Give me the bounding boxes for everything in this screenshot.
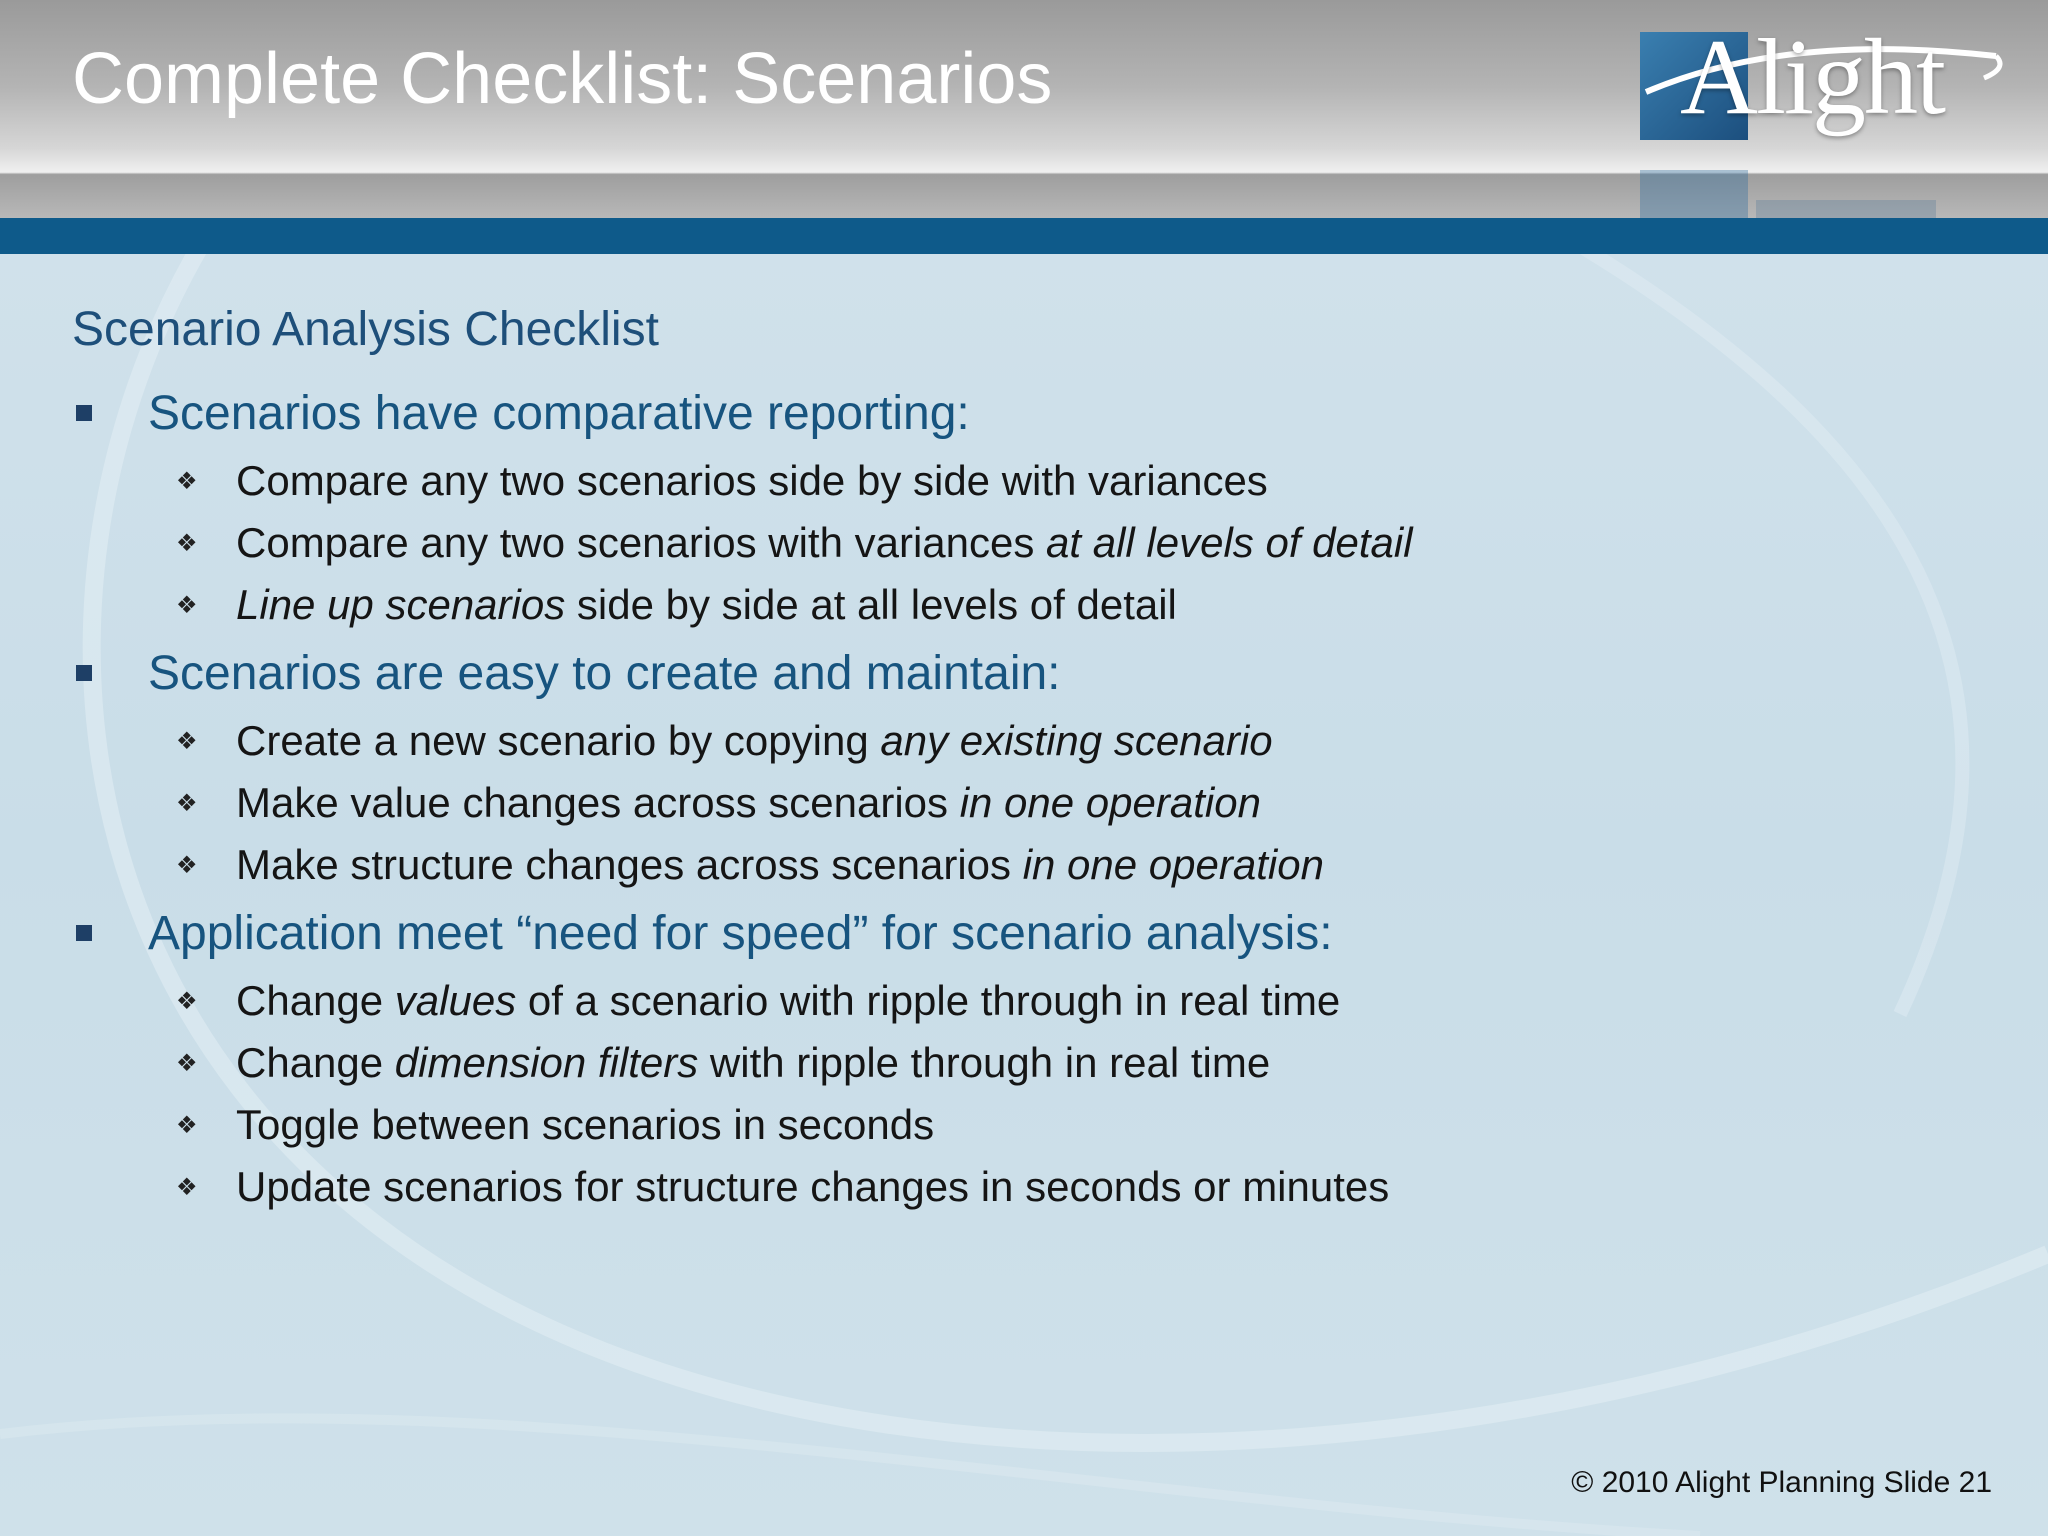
- section-create-maintain: [72, 636, 1972, 896]
- item-text: Make value changes across scenarios in one operation: [236, 779, 1261, 826]
- item-text: Update scenarios for structure changes in seconds or minutes: [236, 1163, 1390, 1210]
- list-item: [72, 1032, 1972, 1094]
- list-item: [72, 834, 1972, 896]
- item-text: Change values of a scenario with ripple through in real time: [236, 977, 1341, 1024]
- logo-wordmark: Alight: [1680, 18, 1945, 137]
- square-bullet-icon: [76, 665, 92, 681]
- diamond-bullet-icon: ❖: [176, 1111, 198, 1139]
- list-item: [72, 1156, 1972, 1218]
- list-item: [72, 970, 1972, 1032]
- list-item: [72, 450, 1972, 512]
- item-text: Compare any two scenarios with variances at all levels of detail: [236, 519, 1413, 566]
- slide-footer: © 2010 Alight Planning Slide 21: [1571, 1466, 1992, 1499]
- diamond-bullet-icon: ❖: [176, 1049, 198, 1077]
- list-item: [72, 574, 1972, 636]
- item-text: Toggle between scenarios in seconds: [236, 1101, 935, 1148]
- item-text: Line up scenarios side by side at all levels of detail: [236, 581, 1177, 628]
- diamond-bullet-icon: ❖: [176, 851, 198, 879]
- section-heading: [72, 376, 1972, 450]
- section-comparative-reporting: [72, 376, 1972, 636]
- diamond-bullet-icon: ❖: [176, 1173, 198, 1201]
- slide-content: [72, 296, 1972, 1218]
- square-bullet-icon: [76, 925, 92, 941]
- list-item: [72, 1094, 1972, 1156]
- section-heading-text: Scenarios have comparative reporting:: [148, 386, 970, 440]
- diamond-bullet-icon: ❖: [176, 789, 198, 817]
- diamond-bullet-icon: ❖: [176, 591, 198, 619]
- diamond-bullet-icon: ❖: [176, 987, 198, 1015]
- item-text: Create a new scenario by copying any existing scenario: [236, 717, 1273, 764]
- item-text: Change dimension filters with ripple through in real time: [236, 1039, 1271, 1086]
- diamond-bullet-icon: ❖: [176, 727, 198, 755]
- section-heading-text: Scenarios are easy to create and maintain:: [148, 646, 1061, 700]
- square-bullet-icon: [76, 405, 92, 421]
- alight-logo: [1636, 18, 2016, 212]
- section-heading: [72, 896, 1972, 970]
- slide-header: [0, 0, 2048, 218]
- item-text: Make structure changes across scenarios in one operation: [236, 841, 1324, 888]
- list-item: [72, 512, 1972, 574]
- section-heading: [72, 636, 1972, 710]
- slide-title: Complete Checklist: Scenarios: [72, 39, 1053, 119]
- list-item: [72, 710, 1972, 772]
- diamond-bullet-icon: ❖: [176, 467, 198, 495]
- item-text: Compare any two scenarios side by side with variances: [236, 457, 1268, 504]
- header-accent-bar: [0, 218, 2048, 254]
- section-heading-text: Application meet “need for speed” for scenario analysis:: [148, 906, 1333, 960]
- checklist-subtitle: Scenario Analysis Checklist: [72, 303, 659, 356]
- list-item: [72, 772, 1972, 834]
- section-need-for-speed: [72, 896, 1972, 1218]
- diamond-bullet-icon: ❖: [176, 529, 198, 557]
